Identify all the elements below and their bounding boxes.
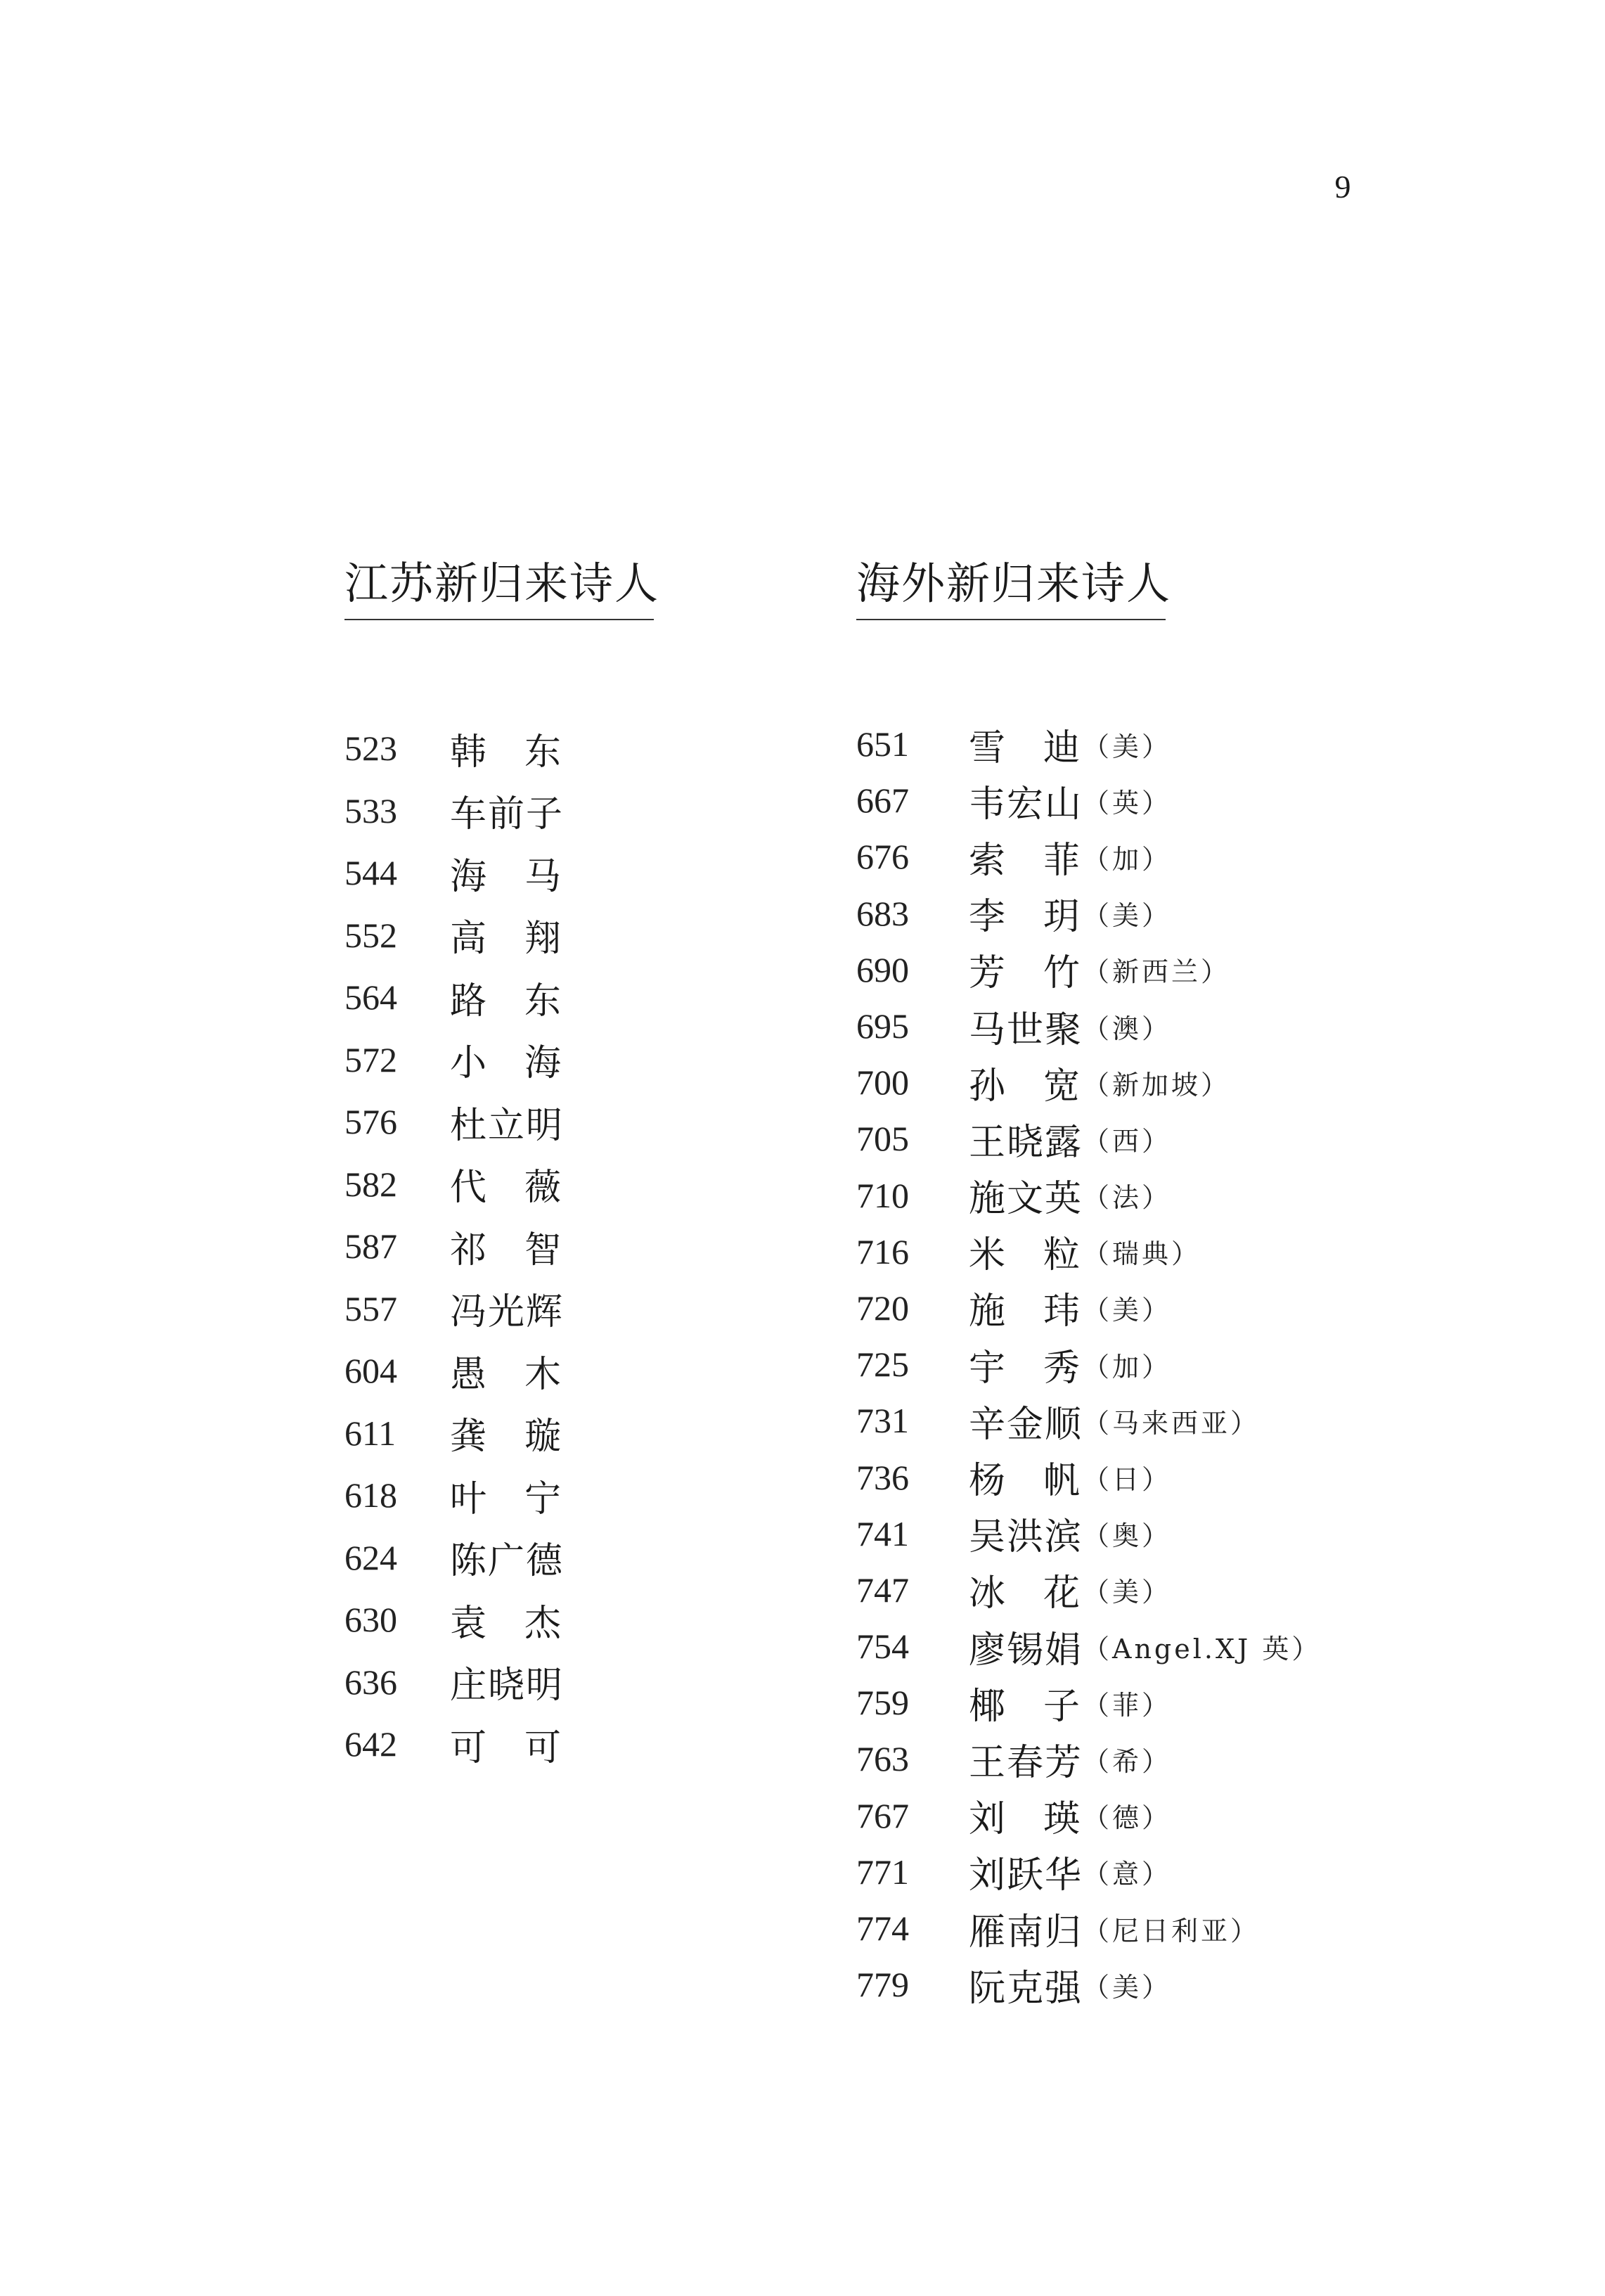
list-item: [344, 1713, 562, 1776]
list-item: [856, 1336, 1321, 1392]
list-item: [856, 1956, 1321, 2013]
poet-country: （瑞典）: [1083, 1238, 1201, 1270]
entry-number: 759: [856, 1683, 909, 1723]
poet-name: 椰子: [969, 1685, 1081, 1728]
entry-number: 544: [344, 853, 397, 893]
entry-number: 587: [344, 1226, 397, 1266]
poet-country: （美）: [1083, 731, 1172, 762]
list-item: [344, 1527, 565, 1589]
list-item: [856, 1054, 1321, 1110]
poet-name: 王晓露: [969, 1121, 1083, 1164]
entry-number: 754: [856, 1627, 909, 1667]
entry-number: 731: [856, 1401, 909, 1441]
poet-country: （英）: [1083, 787, 1172, 819]
entry-number: 552: [344, 915, 397, 955]
entry-number: 651: [856, 724, 909, 764]
poet-name: 施文英: [969, 1178, 1083, 1221]
list-item: [856, 1110, 1321, 1167]
poet-country: （美）: [1083, 900, 1172, 932]
list-item: [856, 1449, 1321, 1505]
poet-country: （美）: [1083, 1295, 1172, 1326]
section-title-jiangsu: 江苏新归来诗人: [344, 556, 654, 620]
poet-name: 袁杰: [450, 1602, 562, 1645]
poet-name: 王春芳: [969, 1741, 1083, 1784]
list-item: [856, 772, 1321, 828]
poet-name: 吴洪滨: [969, 1516, 1083, 1559]
poet-country: （日）: [1083, 1464, 1172, 1496]
entry-number: 618: [344, 1475, 397, 1515]
poet-name: 龚璇: [450, 1416, 562, 1458]
list-item: [856, 1900, 1321, 1956]
poet-name: 芳竹: [969, 952, 1081, 995]
poet-name: 施玮: [969, 1290, 1081, 1333]
entry-number: 642: [344, 1724, 397, 1764]
poet-name: 米粒: [969, 1234, 1081, 1277]
poet-name: 索菲: [969, 839, 1081, 882]
list-item: [344, 966, 562, 1029]
list-item: [344, 1340, 562, 1402]
list-item: [856, 1618, 1321, 1674]
left-section: [344, 556, 660, 1769]
poet-name: 路东: [450, 980, 562, 1022]
list-item: [856, 716, 1321, 772]
list-item: [856, 1731, 1321, 1787]
poet-name: 愚木: [450, 1353, 562, 1396]
poet-country: （西）: [1083, 1125, 1172, 1157]
entry-number: 564: [344, 977, 397, 1018]
entry-number: 695: [856, 1006, 909, 1046]
entry-number: 683: [856, 893, 909, 933]
entry-number: 779: [856, 1965, 909, 2005]
list-item: [856, 1562, 1321, 1618]
poet-country: （意）: [1083, 1859, 1172, 1890]
entry-number: 720: [856, 1288, 909, 1328]
poet-name: 雪迪: [969, 726, 1081, 769]
entry-number: 700: [856, 1063, 909, 1103]
entry-number: 572: [344, 1039, 397, 1079]
poet-country: （奥）: [1083, 1520, 1172, 1552]
entry-list-overseas: [856, 716, 1321, 2013]
poet-name: 可可: [450, 1726, 562, 1769]
entry-list-jiangsu: [344, 717, 565, 1776]
list-item: [344, 1464, 562, 1527]
entry-number: 523: [344, 729, 397, 769]
entry-number: 630: [344, 1600, 397, 1640]
entry-number: 667: [856, 781, 909, 821]
entry-number: 747: [856, 1570, 909, 1610]
list-item: [344, 1215, 562, 1278]
poet-name: 冰花: [969, 1572, 1081, 1615]
poet-country: （新西兰）: [1083, 956, 1231, 988]
entry-number: 710: [856, 1175, 909, 1215]
poet-country: （澳）: [1083, 1013, 1172, 1044]
list-item: [856, 1280, 1321, 1336]
list-item: [856, 1674, 1321, 1731]
poet-country: （尼日利亚）: [1083, 1915, 1261, 1947]
entry-number: 716: [856, 1231, 909, 1271]
entry-number: 676: [856, 837, 909, 877]
list-item: [344, 1091, 565, 1153]
entry-number: 624: [344, 1537, 397, 1577]
entry-number: 533: [344, 790, 397, 830]
entry-number: 576: [344, 1102, 397, 1142]
poet-name: 杜立明: [450, 1104, 565, 1147]
poet-name: 廖锡娟: [969, 1629, 1083, 1672]
poet-name: 孙宽: [969, 1065, 1081, 1108]
right-section: [856, 556, 1322, 2010]
list-item: [344, 1402, 562, 1465]
entry-number: 763: [856, 1739, 909, 1779]
list-item: [856, 998, 1321, 1054]
poet-country: （菲）: [1083, 1689, 1172, 1721]
list-item: [856, 1788, 1321, 1844]
list-item: [344, 904, 562, 967]
poet-name: 叶宁: [450, 1477, 562, 1520]
poet-name: 刘瑛: [969, 1798, 1081, 1841]
entry-number: 741: [856, 1513, 909, 1553]
section-title-overseas: 海外新归来诗人: [856, 556, 1166, 620]
poet-country: （加）: [1083, 843, 1172, 875]
entry-number: 705: [856, 1119, 909, 1159]
entry-number: 611: [344, 1413, 397, 1453]
poet-name: 杨帆: [969, 1460, 1081, 1503]
poet-name: 高翔: [450, 918, 562, 961]
poet-name: 冯光辉: [450, 1291, 565, 1334]
poet-country: （加）: [1083, 1351, 1172, 1383]
entry-number: 690: [856, 949, 909, 989]
poet-name: 宇秀: [969, 1347, 1081, 1390]
poet-name: 刘跃华: [969, 1854, 1083, 1897]
poet-name: 陈广德: [450, 1540, 565, 1583]
list-item: [856, 1167, 1321, 1224]
poet-name: 小海: [450, 1042, 562, 1085]
list-item: [856, 1224, 1321, 1280]
poet-name: 李玥: [969, 896, 1081, 939]
entry-number: 557: [344, 1288, 397, 1328]
poet-name: 庄晓明: [450, 1665, 565, 1707]
list-item: [856, 828, 1321, 885]
list-item: [344, 1278, 565, 1340]
page-number: 9: [1334, 169, 1351, 205]
entry-number: 636: [344, 1662, 397, 1702]
list-item: [344, 1029, 562, 1091]
poet-country: （希）: [1083, 1745, 1172, 1777]
entry-number: 736: [856, 1457, 909, 1497]
poet-name: 马世聚: [969, 1008, 1083, 1051]
entry-number: 767: [856, 1795, 909, 1835]
entry-number: 774: [856, 1909, 909, 1949]
entry-number: 725: [856, 1345, 909, 1385]
poet-name: 海马: [450, 855, 562, 898]
list-item: [344, 842, 562, 904]
list-item: [856, 942, 1321, 998]
list-item: [344, 780, 565, 842]
poet-country: （德）: [1083, 1802, 1172, 1834]
list-item: [856, 1392, 1321, 1449]
list-item: [344, 1589, 562, 1651]
list-item: [856, 1844, 1321, 1900]
poet-country: （美）: [1083, 1971, 1172, 2003]
poet-name: 雁南归: [969, 1911, 1083, 1954]
entry-number: 582: [344, 1164, 397, 1204]
poet-name: 阮克强: [969, 1967, 1083, 2010]
poet-name: 韩东: [450, 731, 562, 774]
list-item: [344, 1153, 562, 1216]
poet-country: （法）: [1083, 1182, 1172, 1214]
poet-name: 韦宏山: [969, 783, 1083, 826]
poet-country: （新加坡）: [1083, 1069, 1231, 1101]
entry-number: 771: [856, 1852, 909, 1892]
list-item: [856, 885, 1321, 942]
list-item: [344, 717, 562, 780]
entry-number: 604: [344, 1351, 397, 1391]
poet-country: （美）: [1083, 1577, 1172, 1608]
poet-name: 辛金顺: [969, 1403, 1083, 1446]
poet-name: 祁智: [450, 1229, 562, 1271]
poet-name: 代薇: [450, 1167, 562, 1210]
poet-name: 车前子: [450, 793, 565, 836]
poet-country: （Angel.XJ 英）: [1083, 1633, 1322, 1665]
poet-country: （马来西亚）: [1083, 1407, 1261, 1439]
list-item: [856, 1506, 1321, 1562]
list-item: [344, 1651, 565, 1714]
